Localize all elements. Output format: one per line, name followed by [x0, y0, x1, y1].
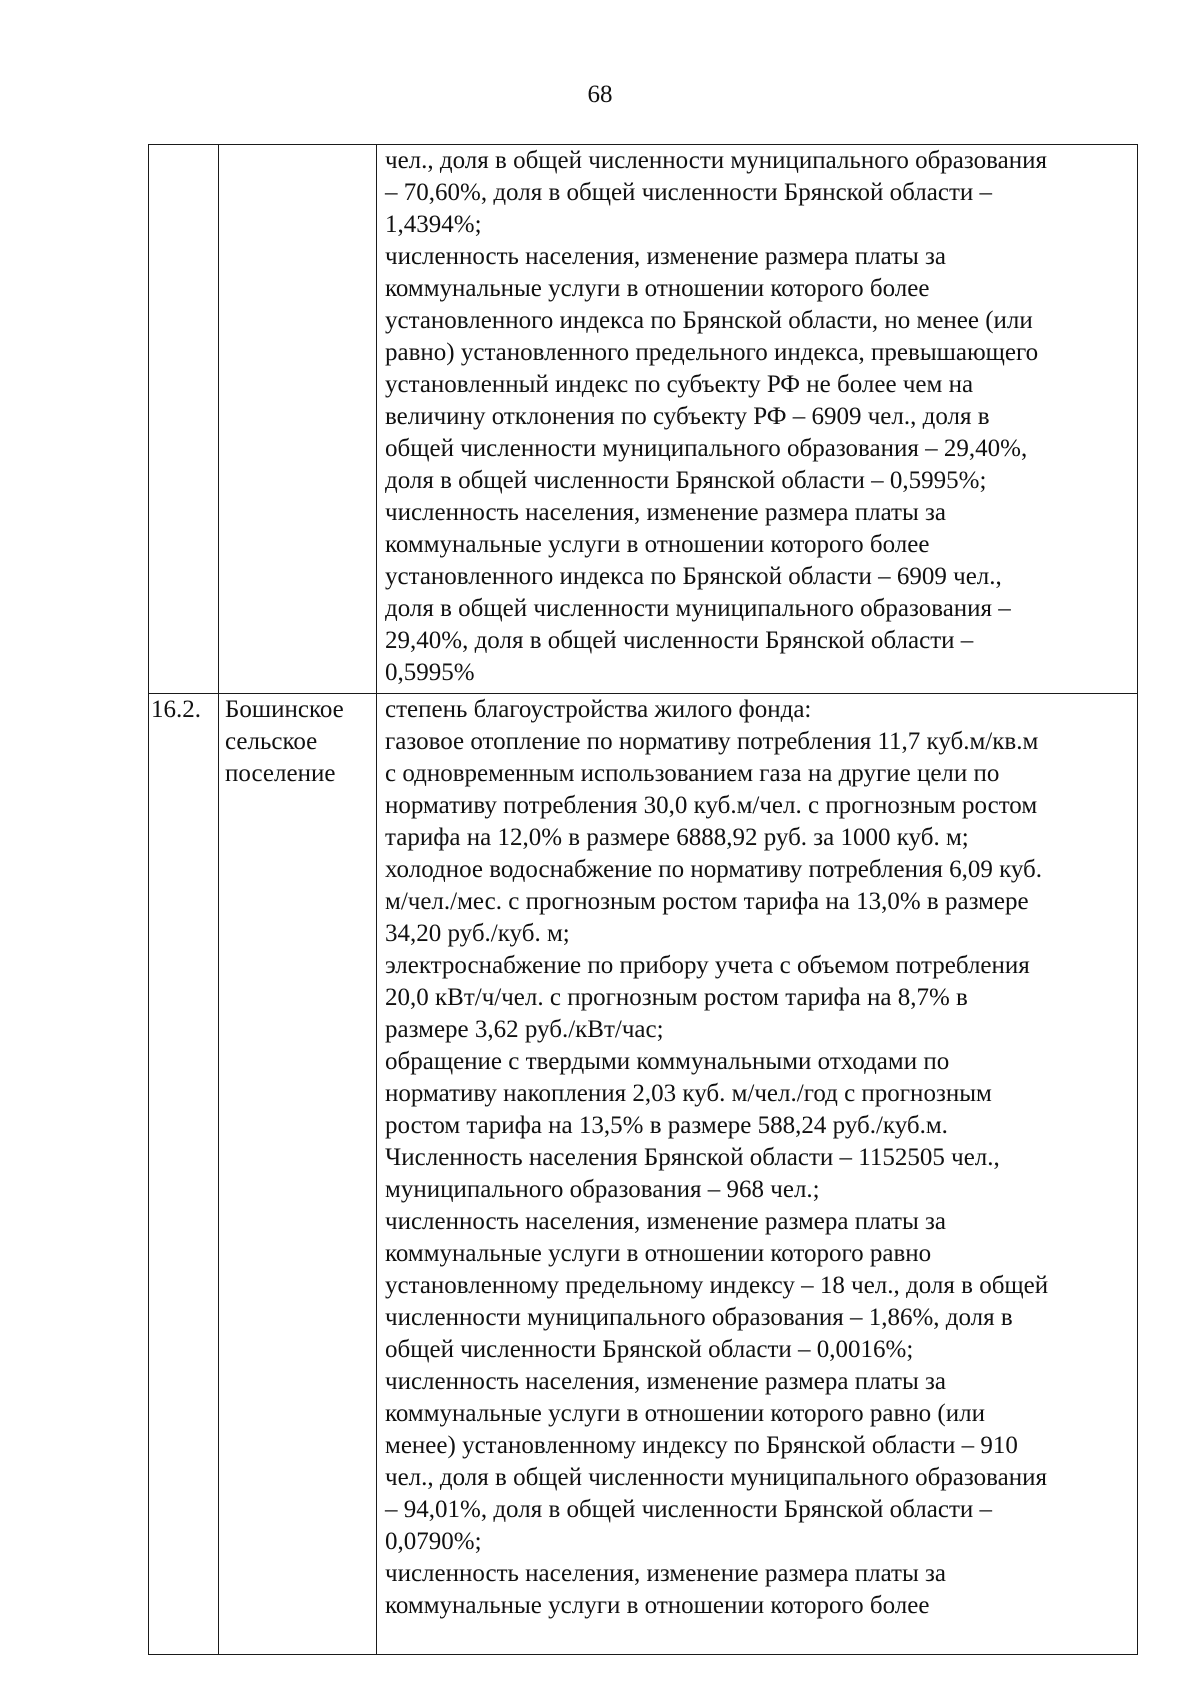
text-line: 0,5995% [385, 659, 475, 686]
text-line: коммунальные услуги в отношении которого равно [385, 1240, 932, 1267]
text-line: холодное водоснабжение по нормативу потребления 6,09 куб. [385, 856, 1043, 883]
text-line: – 94,01%, доля в общей численности Брянской области – [385, 1496, 992, 1523]
text-line: численность населения, изменение размера платы за [385, 499, 946, 526]
text-line: коммунальные услуги в отношении которого равно (или [385, 1400, 985, 1427]
text-line: нормативу потребления 30,0 куб.м/чел. с прогнозным ростом [385, 792, 1038, 819]
municipality-name-line: сельское [225, 728, 318, 755]
text-line: ростом тарифа на 13,5% в размере 588,24 руб./куб.м. [385, 1112, 948, 1139]
text-line: обращение с твердыми коммунальными отходами по [385, 1048, 950, 1075]
text-line: равно) установленного предельного индекса, превышающего [385, 339, 1039, 366]
text-line: установленный индекс по субъекту РФ не более чем на [385, 371, 974, 398]
text-line: с одновременным использованием газа на другие цели по [385, 760, 1000, 787]
text-line: установленному предельному индексу – 18 чел., доля в общей [385, 1272, 1049, 1299]
text-line: численность населения, изменение размера платы за [385, 1368, 946, 1395]
municipality-name-cell [219, 145, 377, 694]
municipality-name-cell [219, 694, 377, 1655]
text-line: чел., доля в общей численности муниципального образования [385, 1464, 1047, 1491]
municipality-name-line: Бошинское [225, 696, 344, 723]
page-number: 68 [587, 81, 613, 108]
text-line: величину отклонения по субъекту РФ – 6909 чел., доля в [385, 403, 990, 430]
text-line: установленного индекса по Брянской области – 6909 чел., [385, 563, 1002, 590]
text-line: установленного индекса по Брянской области, но менее (или [385, 307, 1033, 334]
text-line: электроснабжение по прибору учета с объемом потребления [385, 952, 1030, 979]
text-line: менее) установленному индексу по Брянской области – 910 [385, 1432, 1018, 1459]
text-line: тарифа на 12,0% в размере 6888,92 руб. за 1000 куб. м; [385, 824, 969, 851]
text-line: численность населения, изменение размера платы за [385, 243, 946, 270]
municipality-name-line: поселение [225, 760, 336, 787]
text-line: численности муниципального образования – 1,86%, доля в [385, 1304, 1013, 1331]
tariff-table [148, 144, 1138, 1655]
text-line: газовое отопление по нормативу потребления 11,7 куб.м/кв.м [385, 728, 1039, 755]
text-line: Численность населения Брянской области – 1152505 чел., [385, 1144, 1000, 1171]
table-row-16-2 [149, 694, 1138, 1655]
text-line: – 70,60%, доля в общей численности Брянской области – [385, 179, 992, 206]
table-row-continuation [149, 145, 1138, 694]
text-line: численность населения, изменение размера платы за [385, 1208, 946, 1235]
text-line: 29,40%, доля в общей численности Брянской области – [385, 627, 974, 654]
text-line: доля в общей численности Брянской области – 0,5995%; [385, 467, 987, 494]
text-line: коммунальные услуги в отношении которого более [385, 275, 930, 302]
text-line: чел., доля в общей численности муниципального образования [385, 147, 1047, 174]
text-line: степень благоустройства жилого фонда: [385, 696, 812, 723]
text-line: доля в общей численности муниципального образования – [385, 595, 1011, 622]
description-cell [377, 694, 1138, 1655]
text-line: м/чел./мес. с прогнозным ростом тарифа на 13,0% в размере [385, 888, 1029, 915]
text-line: 0,0790%; [385, 1528, 482, 1555]
text-line: коммунальные услуги в отношении которого более [385, 531, 930, 558]
text-line: 34,20 руб./куб. м; [385, 920, 570, 947]
text-line: нормативу накопления 2,03 куб. м/чел./год с прогнозным [385, 1080, 992, 1107]
description-cell [377, 145, 1138, 694]
text-line: численность населения, изменение размера платы за [385, 1560, 946, 1587]
text-line: размере 3,62 руб./кВт/час; [385, 1016, 664, 1043]
text-line: общей численности Брянской области – 0,0016%; [385, 1336, 914, 1363]
text-line: 1,4394%; [385, 211, 482, 238]
text-line: муниципального образования – 968 чел.; [385, 1176, 820, 1203]
text-line: 20,0 кВт/ч/чел. с прогнозным ростом тарифа на 8,7% в [385, 984, 968, 1011]
row-number-cell [149, 145, 219, 694]
row-number-cell: 16.2. [149, 694, 219, 1655]
text-line: общей численности муниципального образования – 29,40%, [385, 435, 1028, 462]
text-line: коммунальные услуги в отношении которого более [385, 1592, 930, 1619]
